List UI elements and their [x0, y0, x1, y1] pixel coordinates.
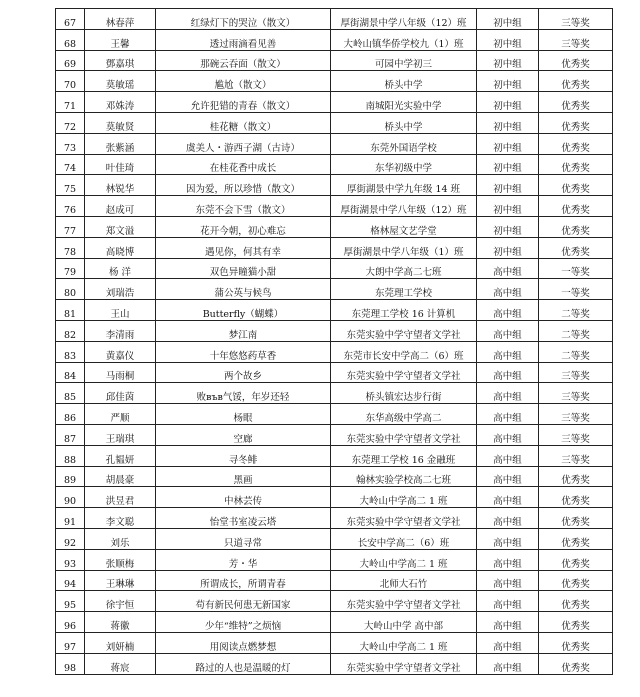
work-title: 花开今朝，初心难忘 [156, 216, 331, 237]
work-title: 芳・华 [156, 549, 331, 570]
work-title: 东莞不会下雪（散文） [156, 196, 331, 217]
work-title: 苟有新民何患无新国家 [156, 591, 331, 612]
school-name: 厚街湖景中学八年级（12）班 [331, 196, 477, 217]
row-number: 85 [56, 383, 85, 404]
award-level: 二等奖 [539, 300, 613, 321]
age-group: 高中组 [477, 341, 539, 362]
award-level: 三等奖 [539, 404, 613, 425]
table-row [56, 632, 613, 653]
student-name: 高晓博 [85, 237, 156, 258]
table-row [56, 216, 613, 237]
school-name: 桥头中学 [331, 112, 477, 133]
age-group: 初中组 [477, 175, 539, 196]
table-row [56, 653, 613, 674]
row-number: 71 [56, 92, 85, 113]
age-group: 高中组 [477, 487, 539, 508]
table-row [56, 528, 613, 549]
age-group: 高中组 [477, 404, 539, 425]
table-row [56, 424, 613, 445]
school-name: 长安中学高二（6）班 [331, 528, 477, 549]
row-number: 95 [56, 591, 85, 612]
school-name: 东莞市长安中学高二（6）班 [331, 341, 477, 362]
student-name: 刘妍楠 [85, 632, 156, 653]
work-title: 空廊 [156, 424, 331, 445]
school-name: 厚街湖景中学九年级 14 班 [331, 175, 477, 196]
award-level: 优秀奖 [539, 237, 613, 258]
student-name: 李文聪 [85, 508, 156, 529]
award-level: 三等奖 [539, 362, 613, 383]
table-row [56, 404, 613, 425]
award-level: 优秀奖 [539, 591, 613, 612]
award-level: 三等奖 [539, 29, 613, 50]
student-name: 刘瑞浩 [85, 279, 156, 300]
work-title: 怡堂书室凌云塔 [156, 508, 331, 529]
student-name: 莫敏瑶 [85, 71, 156, 92]
age-group: 高中组 [477, 445, 539, 466]
student-name: 张紫涵 [85, 133, 156, 154]
award-level: 优秀奖 [539, 487, 613, 508]
age-group: 高中组 [477, 508, 539, 529]
work-title: 梦江南 [156, 320, 331, 341]
row-number: 97 [56, 632, 85, 653]
school-name: 大岭山中学高二 1 班 [331, 632, 477, 653]
student-name: 黄嘉仪 [85, 341, 156, 362]
row-number: 73 [56, 133, 85, 154]
school-name: 格林屋文艺学堂 [331, 216, 477, 237]
row-number: 77 [56, 216, 85, 237]
school-name: 东莞理工学校 16 计算机 [331, 300, 477, 321]
table-row [56, 320, 613, 341]
work-title: 因为爱，所以珍惜（散文） [156, 175, 331, 196]
student-name: 严顺 [85, 404, 156, 425]
table-row [56, 383, 613, 404]
age-group: 高中组 [477, 362, 539, 383]
work-title: 路过的人也是温暖的灯 [156, 653, 331, 674]
student-name: 王馨 [85, 29, 156, 50]
school-name: 东莞实验中学守望者文学社 [331, 653, 477, 674]
age-group: 高中组 [477, 549, 539, 570]
table-row [56, 258, 613, 279]
school-name: 东莞实验中学守望者文学社 [331, 320, 477, 341]
age-group: 初中组 [477, 112, 539, 133]
table-row [56, 112, 613, 133]
work-title: 虞美人・游西子湖（古诗） [156, 133, 331, 154]
table-body [56, 9, 613, 675]
row-number: 91 [56, 508, 85, 529]
student-name: 鄧嘉琪 [85, 50, 156, 71]
age-group: 高中组 [477, 570, 539, 591]
school-name: 南城阳光实验中学 [331, 92, 477, 113]
row-number: 83 [56, 341, 85, 362]
table-row [56, 508, 613, 529]
student-name: 王瑞琪 [85, 424, 156, 445]
student-name: 洪昱君 [85, 487, 156, 508]
award-results-table [55, 8, 613, 675]
student-name: 王山 [85, 300, 156, 321]
school-name: 东莞实验中学守望者文学社 [331, 362, 477, 383]
work-title: 用阅读点燃梦想 [156, 632, 331, 653]
school-name: 东华高级中学高二 [331, 404, 477, 425]
age-group: 初中组 [477, 133, 539, 154]
school-name: 大朗中学高二七班 [331, 258, 477, 279]
work-title: 少年“维特”之烦恼 [156, 612, 331, 633]
award-level: 优秀奖 [539, 632, 613, 653]
row-number: 89 [56, 466, 85, 487]
row-number: 78 [56, 237, 85, 258]
age-group: 初中组 [477, 9, 539, 30]
student-name: 林锐华 [85, 175, 156, 196]
work-title: 败във气馁，年岁还轻 [156, 383, 331, 404]
work-title: 中林芸传 [156, 487, 331, 508]
table-row [56, 50, 613, 71]
row-number: 75 [56, 175, 85, 196]
work-title: Butterfly（蝴蝶） [156, 300, 331, 321]
age-group: 初中组 [477, 237, 539, 258]
table-row [56, 175, 613, 196]
award-level: 三等奖 [539, 9, 613, 30]
age-group: 初中组 [477, 196, 539, 217]
table-row [56, 300, 613, 321]
award-level: 三等奖 [539, 383, 613, 404]
school-name: 大岭山中学高二 1 班 [331, 549, 477, 570]
row-number: 93 [56, 549, 85, 570]
row-number: 90 [56, 487, 85, 508]
award-level: 优秀奖 [539, 549, 613, 570]
school-name: 东莞外国语学校 [331, 133, 477, 154]
row-number: 88 [56, 445, 85, 466]
row-number: 70 [56, 71, 85, 92]
award-level: 优秀奖 [539, 71, 613, 92]
school-name: 翰林实验学校高二七班 [331, 466, 477, 487]
work-title: 红绿灯下的哭泣（散文） [156, 9, 331, 30]
age-group: 初中组 [477, 50, 539, 71]
school-name: 桥头镇宏达步行街 [331, 383, 477, 404]
table-row [56, 154, 613, 175]
table-row [56, 237, 613, 258]
student-name: 刘乐 [85, 528, 156, 549]
age-group: 初中组 [477, 71, 539, 92]
work-title: 允许犯错的青春（散文） [156, 92, 331, 113]
age-group: 高中组 [477, 279, 539, 300]
award-level: 优秀奖 [539, 508, 613, 529]
table-row [56, 9, 613, 30]
award-level: 优秀奖 [539, 50, 613, 71]
school-name: 东莞理工学校 [331, 279, 477, 300]
table-row [56, 570, 613, 591]
student-name: 邓姝涛 [85, 92, 156, 113]
award-level: 优秀奖 [539, 466, 613, 487]
award-level: 一等奖 [539, 279, 613, 300]
student-name: 王琳琳 [85, 570, 156, 591]
student-name: 胡晨豪 [85, 466, 156, 487]
table-row [56, 445, 613, 466]
table-row [56, 549, 613, 570]
table-row [56, 362, 613, 383]
row-number: 76 [56, 196, 85, 217]
student-name: 徐宇恒 [85, 591, 156, 612]
school-name: 可园中学初三 [331, 50, 477, 71]
age-group: 初中组 [477, 29, 539, 50]
row-number: 72 [56, 112, 85, 133]
table-row [56, 29, 613, 50]
work-title: 十年悠悠药草香 [156, 341, 331, 362]
student-name: 杨 洋 [85, 258, 156, 279]
row-number: 87 [56, 424, 85, 445]
work-title: 遇见你，何其有幸 [156, 237, 331, 258]
work-title: 所谓成长，所谓青春 [156, 570, 331, 591]
work-title: 在桂花香中成长 [156, 154, 331, 175]
work-title: 桂花糖（散文） [156, 112, 331, 133]
table-row [56, 487, 613, 508]
school-name: 大岭山中学高二 1 班 [331, 487, 477, 508]
student-name: 邱佳茵 [85, 383, 156, 404]
row-number: 94 [56, 570, 85, 591]
school-name: 东华初级中学 [331, 154, 477, 175]
age-group: 高中组 [477, 300, 539, 321]
age-group: 初中组 [477, 92, 539, 113]
award-level: 优秀奖 [539, 154, 613, 175]
school-name: 东莞理工学校 16 金融班 [331, 445, 477, 466]
award-level: 优秀奖 [539, 653, 613, 674]
student-name: 郑文溢 [85, 216, 156, 237]
student-name: 马雨桐 [85, 362, 156, 383]
award-level: 优秀奖 [539, 112, 613, 133]
work-title: 只道寻常 [156, 528, 331, 549]
age-group: 高中组 [477, 612, 539, 633]
student-name: 张顺梅 [85, 549, 156, 570]
school-name: 东莞实验中学守望者文学社 [331, 508, 477, 529]
award-level: 优秀奖 [539, 196, 613, 217]
school-name: 大岭山中学 高中部 [331, 612, 477, 633]
row-number: 69 [56, 50, 85, 71]
age-group: 初中组 [477, 216, 539, 237]
work-title: 那碗云吞面（散文） [156, 50, 331, 71]
row-number: 86 [56, 404, 85, 425]
school-name: 厚街湖景中学八年级（12）班 [331, 9, 477, 30]
student-name: 李清雨 [85, 320, 156, 341]
table-row [56, 612, 613, 633]
work-title: 黑画 [156, 466, 331, 487]
row-number: 81 [56, 300, 85, 321]
school-name: 厚街湖景中学八年级（1）班 [331, 237, 477, 258]
award-level: 二等奖 [539, 320, 613, 341]
row-number: 67 [56, 9, 85, 30]
row-number: 82 [56, 320, 85, 341]
award-level: 优秀奖 [539, 570, 613, 591]
table-row [56, 341, 613, 362]
row-number: 80 [56, 279, 85, 300]
student-name: 林春萍 [85, 9, 156, 30]
award-level: 三等奖 [539, 445, 613, 466]
row-number: 92 [56, 528, 85, 549]
student-name: 赵成可 [85, 196, 156, 217]
award-level: 优秀奖 [539, 92, 613, 113]
age-group: 初中组 [477, 154, 539, 175]
age-group: 高中组 [477, 632, 539, 653]
age-group: 高中组 [477, 383, 539, 404]
award-level: 优秀奖 [539, 175, 613, 196]
work-title: 两个故乡 [156, 362, 331, 383]
award-level: 三等奖 [539, 424, 613, 445]
table-row [56, 92, 613, 113]
work-title: 蒲公英与候鸟 [156, 279, 331, 300]
row-number: 84 [56, 362, 85, 383]
student-name: 孔韫妍 [85, 445, 156, 466]
table-row [56, 591, 613, 612]
school-name: 桥头中学 [331, 71, 477, 92]
work-title: 透过雨滴看见善 [156, 29, 331, 50]
school-name: 东莞实验中学守望者文学社 [331, 424, 477, 445]
age-group: 高中组 [477, 466, 539, 487]
row-number: 74 [56, 154, 85, 175]
student-name: 叶佳琦 [85, 154, 156, 175]
award-level: 优秀奖 [539, 133, 613, 154]
row-number: 68 [56, 29, 85, 50]
table-row [56, 196, 613, 217]
age-group: 高中组 [477, 528, 539, 549]
age-group: 高中组 [477, 591, 539, 612]
row-number: 98 [56, 653, 85, 674]
table-row [56, 133, 613, 154]
award-level: 一等奖 [539, 258, 613, 279]
award-level: 二等奖 [539, 341, 613, 362]
table-row [56, 71, 613, 92]
student-name: 蒋宸 [85, 653, 156, 674]
work-title: 尴尬（散文） [156, 71, 331, 92]
school-name: 北师大石竹 [331, 570, 477, 591]
student-name: 蒋徽 [85, 612, 156, 633]
age-group: 高中组 [477, 320, 539, 341]
school-name: 东莞实验中学守望者文学社 [331, 591, 477, 612]
work-title: 杨眼 [156, 404, 331, 425]
age-group: 高中组 [477, 258, 539, 279]
work-title: 寻冬鲱 [156, 445, 331, 466]
age-group: 高中组 [477, 653, 539, 674]
age-group: 高中组 [477, 424, 539, 445]
award-level: 优秀奖 [539, 216, 613, 237]
row-number: 79 [56, 258, 85, 279]
student-name: 莫敏贤 [85, 112, 156, 133]
award-level: 优秀奖 [539, 528, 613, 549]
school-name: 大岭山镇华侨学校九（1）班 [331, 29, 477, 50]
award-level: 优秀奖 [539, 612, 613, 633]
table-row [56, 279, 613, 300]
row-number: 96 [56, 612, 85, 633]
work-title: 双色异瞳猫小甜 [156, 258, 331, 279]
table-row [56, 466, 613, 487]
